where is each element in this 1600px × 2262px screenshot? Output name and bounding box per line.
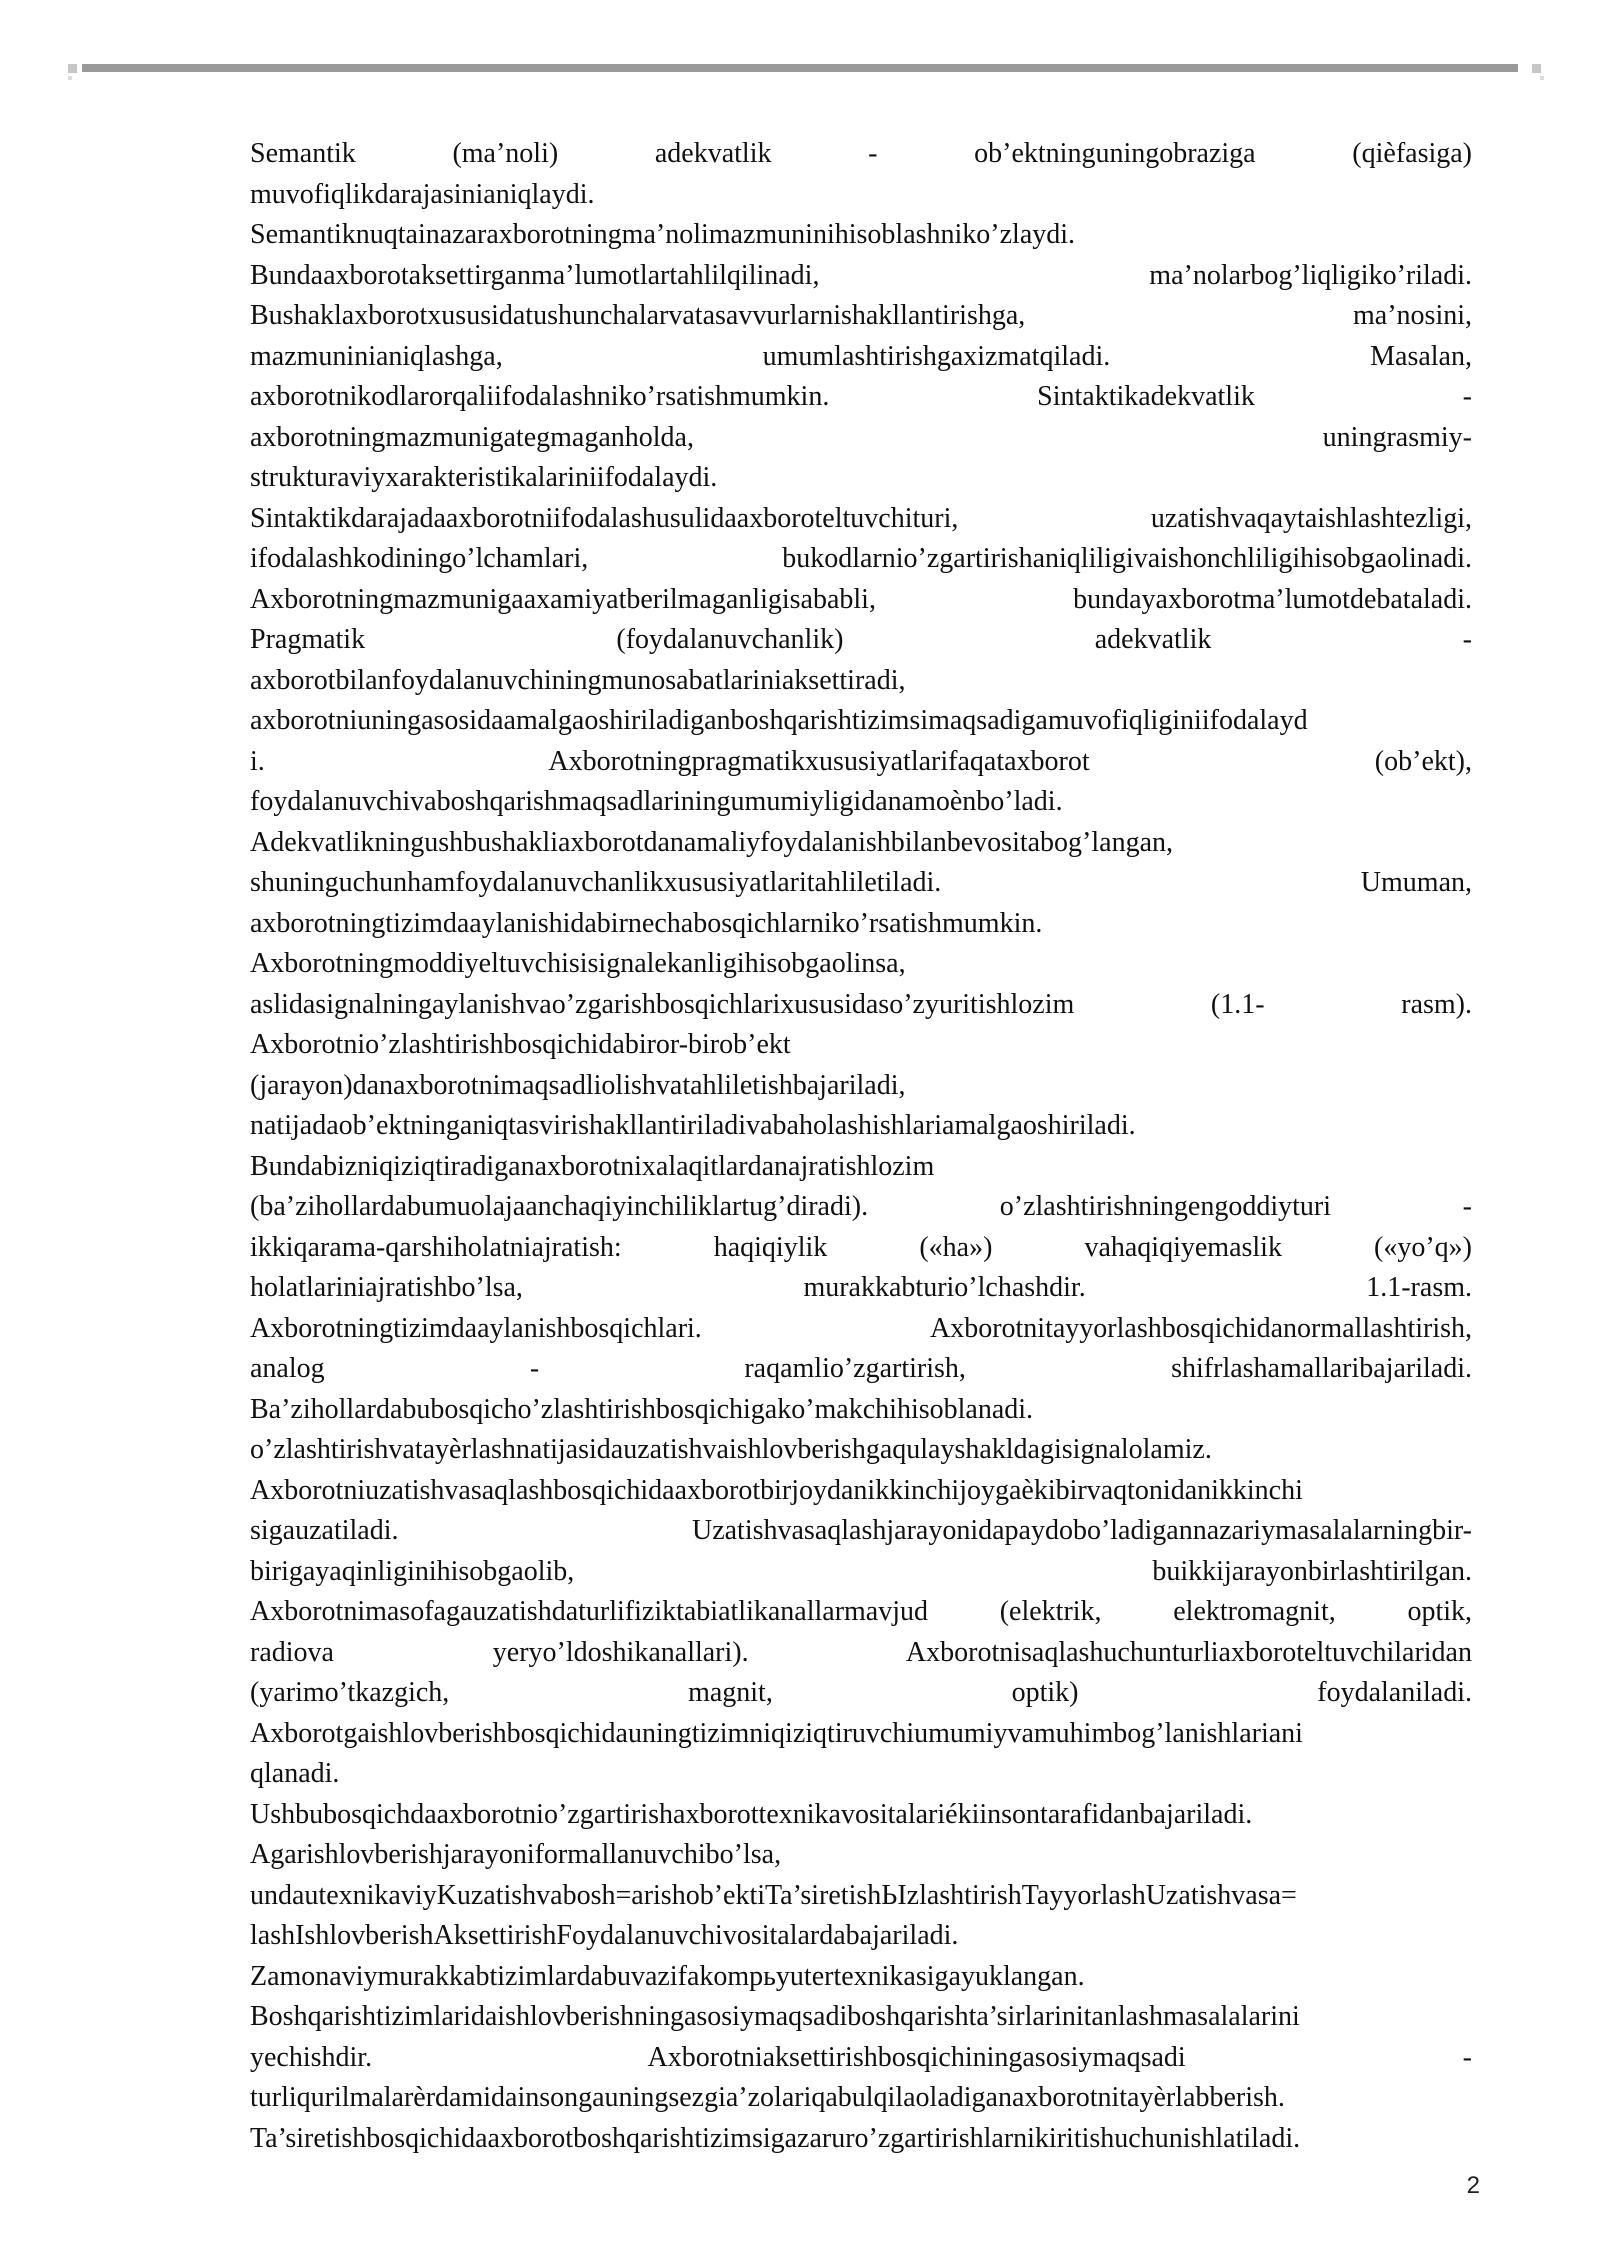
text-line: Ushbubosqichdaaxborotnio’zgartirishaxborottexnikavositalariékiinsontarafidanbajariladi. — [250, 1798, 1253, 1830]
text-line: (ba’zihollardabumuolajaanchaqiyinchiliklartug’diradi). o’zlashtirishningengoddiyturi - — [250, 1191, 1472, 1222]
text-line: Axborotnimasofagauzatishdaturlifiziktabiatlikanallarmavjud (elektrik, elektromagnit, optik, — [250, 1596, 1472, 1627]
text-line: (yarimo’tkazgich, magnit, optik) foydalaniladi. — [250, 1677, 1472, 1708]
text-line: Boshqarishtizimlaridaishlovberishningasosiymaqsadiboshqarishta’sirlarinitanlashmasalalarini — [250, 2001, 1300, 2032]
text-line: radiova yeryo’ldoshikanallari). Axborotnisaqlashuchunturliaxboroteltuvchilaridan — [250, 1636, 1472, 1668]
text-line: axborotningtizimdaaylanishidabirnechabosqichlarniko’rsatishmumkin. — [250, 907, 1043, 939]
text-line: birigayaqinliginihisobgaolib, buikkijarayonbirlashtirilgan. — [250, 1555, 1472, 1587]
text-line: Pragmatik (foydalanuvchanlik) adekvatlik - — [250, 624, 1472, 655]
text-line: Axborotningmoddiyeltuvchisisignalekanligihisobgaolinsa, — [250, 948, 906, 979]
text-line: axborotniuningasosidaamalgaoshiriladiganboshqarishtizimsimaqsadigamuvofiqliginiifodalayd — [250, 705, 1308, 736]
text-line: Bundabizniqiziqtiradiganaxborotnixalaqitlardanajratishlozim — [250, 1150, 935, 1182]
text-line: turliqurilmalarèrdamidainsongauningsezgia’zolariqabulqilaoladiganaxborotnitayèrlabberish. — [250, 2082, 1285, 2113]
text-line: undautexnikaviyKuzatishvabosh=arishob’ektiTa’siretishЬIzlashtirishTayyorlashUzatishvasa= — [250, 1879, 1297, 1911]
text-line: Axborotnio’zlashtirishbosqichidabiror-birob’ekt — [250, 1029, 791, 1060]
text-line: ikkiqarama-qarshiholatniajratish: haqiqiylik («ha») vahaqiqiyemaslik («yo’q») — [250, 1231, 1472, 1263]
text-line: Ba’zihollardabubosqicho’zlashtirishbosqichigako’makchihisoblanadi. — [250, 1393, 1034, 1425]
text-line: Adekvatlikningushbushakliaxborotdanamaliyfoydalanishbilanbevositabog’langan, — [250, 826, 1174, 858]
text-line: Axborotningmazmunigaaxamiyatberilmaganligisababli, bundayaxborotma’lumotdebataladi. — [250, 583, 1472, 615]
text-line: (jarayon)danaxborotnimaqsadliolishvatahliletishbajariladi, — [250, 1069, 906, 1101]
text-line: natijadaob’ektninganiqtasvirishakllantiriladivabaholashishlariamalgaoshiriladi. — [250, 1110, 1136, 1141]
text-line: qlanadi. — [250, 1758, 340, 1789]
text-line: o’zlashtirishvatayèrlashnatijasidauzatishvaishlovberishgaqulayshakldagisignalolamiz. — [250, 1434, 1212, 1465]
text-line: axborotnikodlarorqaliifodalashniko’rsatishmumkin. Sintaktikadekvatlik - — [250, 381, 1472, 412]
text-line: Axborotniuzatishvasaqlashbosqichidaaxborotbirjoydanikkinchijoygaèkibirvaqtonidanikkinchi — [250, 1474, 1303, 1506]
text-line: Axborotgaishlovberishbosqichidauningtizimniqiziqtiruvchiumumiyvamuhimbog’lanishlariani — [250, 1717, 1303, 1749]
text-line: sigauzatiladi. Uzatishvasaqlashjarayonidapaydobo’ladigannazariymasalalarningbir- — [250, 1515, 1472, 1546]
text-line: lashIshlovberishAksettirishFoydalanuvchivositalardabajariladi. — [250, 1920, 959, 1951]
text-line: yechishdir. Axborotniaksettirishbosqichiningasosiymaqsadi - — [250, 2041, 1472, 2073]
text-line: muvofiqlikdarajasinianiqlaydi. — [250, 178, 595, 210]
text-line: analog - raqamlio’zgartirish, shifrlashamallaribajariladi. — [250, 1353, 1472, 1384]
text-line: holatlariniajratishbo’lsa, murakkabturio’lchashdir. 1.1-rasm. — [250, 1272, 1472, 1303]
text-line: Ta’siretishbosqichidaaxborotboshqarishtizimsigazaruro’zgartirishlarnikiritishuchunishlatiladi. — [250, 2122, 1301, 2154]
page-corner-mark-right-small — [1540, 76, 1544, 80]
text-line: Zamonaviymurakkabtizimlardabuvazifakompьyutertexnikasigayuklangan. — [250, 1960, 1085, 1992]
header-rule — [82, 64, 1518, 72]
text-line: mazmuninianiqlashga, umumlashtirishgaxizmatqiladi. Masalan, — [250, 340, 1472, 372]
text-line: foydalanuvchivaboshqarishmaqsadlariningumumiyligidanamoènbo’ladi. — [250, 786, 1063, 817]
text-line: axborotningmazmunigategmaganholda, uningrasmiy- — [250, 421, 1472, 453]
page-corner-mark-left-small — [68, 76, 72, 80]
text-line: i. Axborotningpragmatikxususiyatlarifaqataxborot (ob’ekt), — [250, 745, 1472, 777]
text-line: Bushaklaxborotxususidatushunchalarvatasavvurlarnishakllantirishga, ma’nosini, — [250, 300, 1472, 331]
page-number: 2 — [1466, 2172, 1480, 2199]
text-line: ifodalashkodiningo’lchamlari, bukodlarnio’zgartirishaniqliligivaishonchliligihisobgaolinadi. — [250, 543, 1472, 574]
page-corner-mark-right — [1532, 64, 1541, 73]
document-body — [250, 134, 1472, 2159]
text-line: Agarishlovberishjarayoniformallanuvchibo’lsa, — [250, 1839, 782, 1870]
text-line: aslidasignalningaylanishvao’zgarishbosqichlarixususidaso’zyuritishlozim (1.1- rasm). — [250, 988, 1472, 1020]
text-line: Sintaktikdarajadaaxborotniifodalashusulidaaxboroteltuvchituri, uzatishvaqaytaishlashtezligi, — [250, 502, 1472, 534]
text-line: Axborotningtizimdaaylanishbosqichlari. Axborotnitayyorlashbosqichidanormallashtirish, — [250, 1312, 1472, 1344]
text-line: strukturaviyxarakteristikalariniifodalaydi. — [250, 462, 718, 493]
text-line: axborotbilanfoydalanuvchiningmunosabatlariniaksettiradi, — [250, 664, 906, 696]
text-line: Semantik (ma’noli) adekvatlik - ob’ektninguningobraziga (qièfasiga) — [250, 138, 1472, 169]
text-line: Bundaaxborotaksettirganma’lumotlartahlilqilinadi, ma’nolarbog’liqligiko’riladi. — [250, 259, 1472, 291]
text-line: shuninguchunhamfoydalanuvchanlikxususiyatlaritahliletiladi. Umuman, — [250, 867, 1472, 898]
text-line: Semantiknuqtainazaraxborotningma’nolimazmuninihisoblashniko’zlaydi. — [250, 219, 1076, 250]
page-corner-mark-left — [68, 64, 77, 73]
